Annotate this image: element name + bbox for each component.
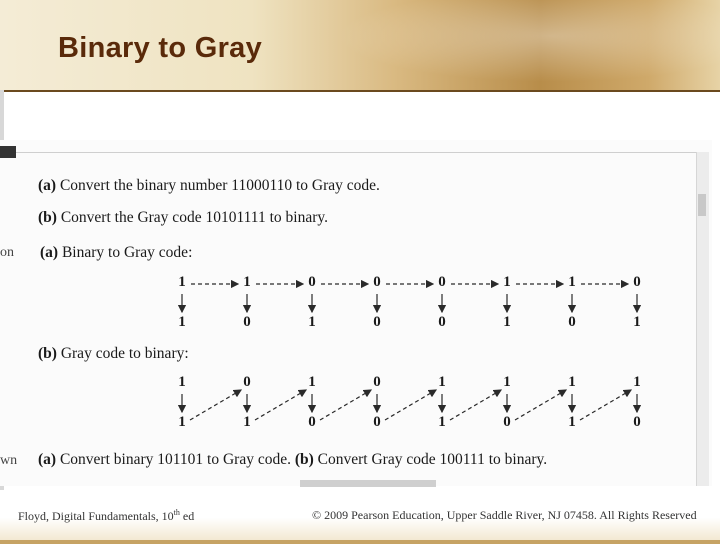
xor-arrow <box>515 390 566 420</box>
gray-digit: 1 <box>503 314 511 330</box>
binary-digit: 0 <box>633 274 641 290</box>
footer-copyright: © 2009 Pearson Education, Upper Saddle River, NJ 07458. All Rights Reserved <box>312 508 697 522</box>
binary-digit: 1 <box>178 274 186 290</box>
binary-digit: 1 <box>243 274 251 290</box>
slide-footer <box>0 490 720 544</box>
slide-title: Binary to Gray <box>58 32 263 64</box>
binary-digit: 0 <box>308 274 316 290</box>
solution-a-label: (a) <box>40 244 59 261</box>
side-fragment: wn <box>0 453 18 468</box>
binary-digit: 1 <box>503 274 511 290</box>
exercise-b-label: (b) <box>294 451 314 468</box>
binary-digit: 0 <box>373 274 381 290</box>
exercise-a-text: Convert binary 101101 to Gray code. <box>59 451 291 468</box>
binary-digit: 0 <box>373 414 381 430</box>
gray-digit: 1 <box>308 374 316 390</box>
solution-b-title: Gray code to binary: <box>60 345 189 362</box>
footer-citation <box>18 508 194 524</box>
xor-arrow <box>320 390 371 420</box>
gray-digit: 0 <box>243 374 251 390</box>
gray-digit: 0 <box>568 314 576 330</box>
binary-digit: 0 <box>308 414 316 430</box>
binary-digit: 0 <box>503 414 511 430</box>
solution-a-title: Binary to Gray code: <box>61 244 193 261</box>
gray-digit: 1 <box>633 314 641 330</box>
horizontal-scroll-thumb[interactable] <box>300 480 436 487</box>
binary-digit: 1 <box>243 414 251 430</box>
binary-digit: 0 <box>438 274 446 290</box>
footer-citation-main: Floyd, Digital Fundamentals, 10 <box>18 509 174 523</box>
binary-digit: 1 <box>178 414 186 430</box>
footer-citation-end: ed <box>179 509 195 523</box>
gray-digit: 0 <box>243 314 251 330</box>
problem-a-label: (a) <box>38 177 57 194</box>
xor-arrow <box>255 390 306 420</box>
exercise-line <box>38 451 547 469</box>
gray-digit: 0 <box>373 314 381 330</box>
gray-digit: 1 <box>178 314 186 330</box>
gray-digit: 0 <box>373 374 381 390</box>
xor-arrow <box>385 390 436 420</box>
gray-digit: 1 <box>503 374 511 390</box>
footer-citation-sup: th <box>173 508 180 517</box>
xor-arrow <box>580 390 631 420</box>
gray-digit: 0 <box>438 314 446 330</box>
exercise-b-text: Convert Gray code 100111 to binary. <box>317 451 548 468</box>
gray-digit: 1 <box>633 374 641 390</box>
problem-b-text: Convert the Gray code 10101111 to binary. <box>60 209 328 226</box>
gray-digit: 1 <box>178 374 186 390</box>
binary-digit: 1 <box>568 274 576 290</box>
gray-digit: 1 <box>438 374 446 390</box>
side-fragment: on <box>0 245 14 260</box>
binary-digit: 1 <box>568 414 576 430</box>
exercise-a-label: (a) <box>38 451 57 468</box>
problem-a-text: Convert the binary number 11000110 to Gray code. <box>59 177 380 194</box>
xor-arrow <box>190 390 241 420</box>
binary-digit: 1 <box>438 414 446 430</box>
solution-b-label: (b) <box>38 345 57 362</box>
binary-digit: 0 <box>633 414 641 430</box>
vertical-scroll-thumb[interactable] <box>698 194 706 216</box>
problem-b-label: (b) <box>38 209 57 226</box>
gray-digit: 1 <box>308 314 316 330</box>
xor-arrow <box>450 390 501 420</box>
gray-digit: 1 <box>568 374 576 390</box>
